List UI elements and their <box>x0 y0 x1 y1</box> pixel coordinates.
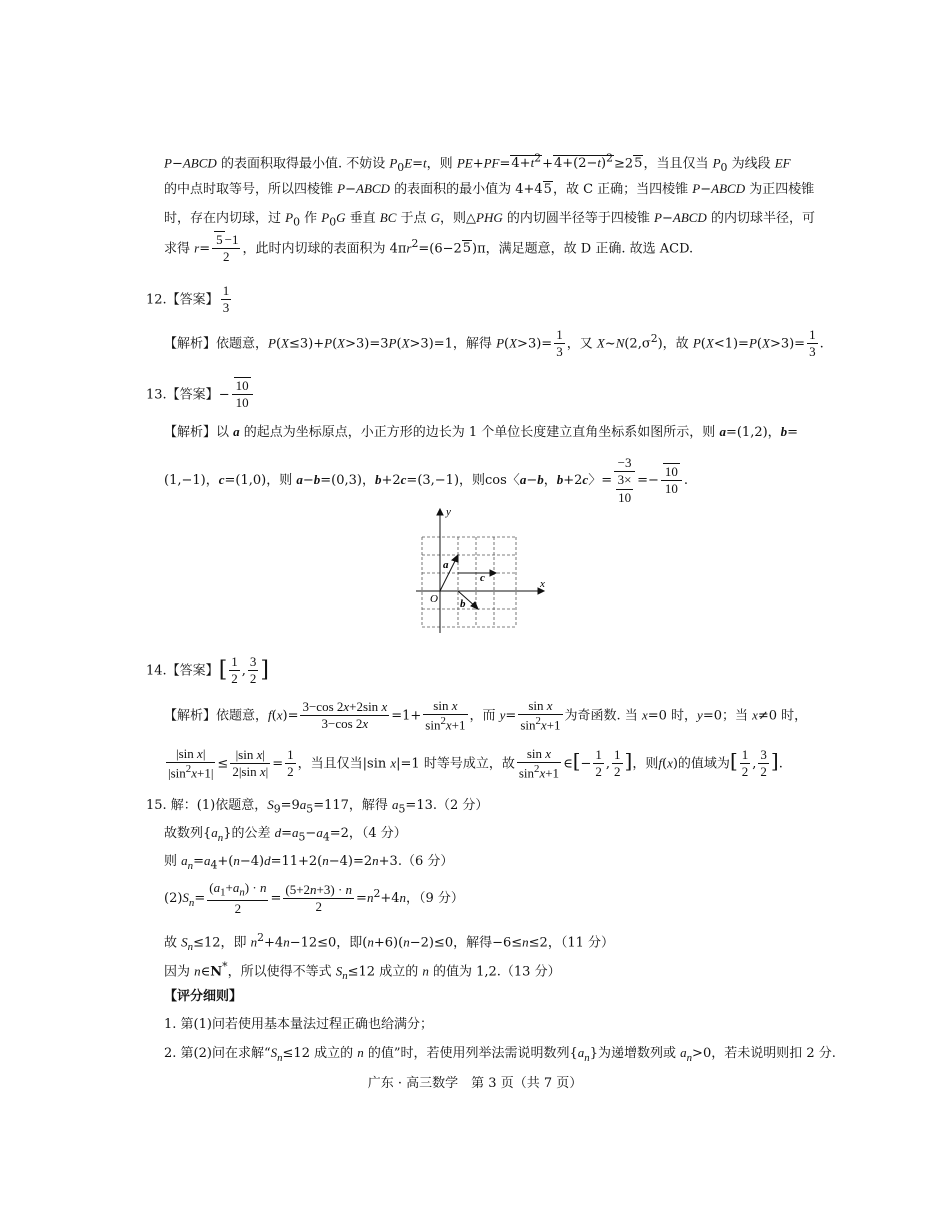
p11-line-1: P−ABCD 的表面积取得最小值. 不妨设 $P_0E=t$，则 $PE+PF=4+t^2+4+(2-t)^2\ge 25$，当且仅当 $P_0$ 为线段 EF <box>164 152 791 174</box>
q15-line-6: 因为 n∈N*，所以使得不等式 $S_n\le 12$ 成立的 n 的值为 1,2.（13 分） <box>164 960 561 982</box>
rubric-title: 【评分细则】 <box>164 989 243 1004</box>
q12-analysis: 【解析】依题意，P(X≤3)+P(X>3)=3P(X>3)=1，解得 P(X>3)= $\frac{1}{3}$ ，又 $X\sim N(2,\sigma^2)$，故 P(X<1)=P(X>3)= $\frac{1}{3}$ . <box>164 327 824 360</box>
q15-line-1: 15. 解：(1)依题意，$S_9=9a_5=117$，解得 $a_5=13.(2$ 分） <box>146 797 489 816</box>
q15-line-5: 故 $S_n\le 12$，即 $n^2+4n-12\le 0$，即(n+6)(n−2)≤0，解得−6≤n≤2，（11 分） <box>164 931 614 953</box>
q14-analysis-2: $\frac{\text{|sin x|}}{|\sin^2x+1|}$ ≤ $\frac{\text{|sin x|}}{\text{2|sin x|}}$ = $\frac{1}{2}$ ，当且仅当|sin x|=1 时等号成立，故 $\frac{\text{sin x}}{\sin^2x+1}$ ∈[− $\frac{1}{2}$ , $\frac{1}{2}$ ]，则f(x)的值域为[ $\frac{1}{2}$ , $\frac{3}{2}$ ]. <box>168 746 783 781</box>
p11-line-2: 的中点时取等号，所以四棱锥 P−ABCD 的表面积的最小值为 4+45，故 C 正确；当四棱锥 P−ABCD 为正四棱锥 <box>164 181 815 197</box>
q15-line-4: $(2)S_n=$ $\frac{(a_1+a_n) \cdot n}{2}$ = $\frac{(5+2n+3) \cdot n}{2}$ $=n^2+4n$，（9 分） <box>164 880 464 917</box>
rubric-item-2: 2. 第(2)问在求解“$S_n\le 12$ 成立的 n 的值”时，若使用列举法需说明数列$\{a_n\}$为递增数列或 $a_n>0$，若未说明则扣 2 分. <box>164 1045 836 1064</box>
q14-analysis-1: 【解析】依题意，f(x)= $\frac{\text{3−cos 2x+2sin x}}{3-\cos 2x}$ =1+ $\frac{\text{sin x}}{\sin^2x+1}$ ，而 y= $\frac{\text{sin x}}{\sin^2x+1}$ 为奇函数. 当 x=0 时，y=0；当 x≠0 时， <box>164 698 808 733</box>
a-label: a <box>443 559 449 571</box>
vector-c-arrow <box>490 570 496 576</box>
q13-answer: 13.【答案】− $\frac{10}{10}$ <box>146 378 255 412</box>
x-label: x <box>540 578 545 590</box>
q15-line-2: 故数列$\{a_n\}$的公差 $d=a_5-a_4=2$，（4 分） <box>164 825 407 844</box>
b-label: b <box>460 598 466 610</box>
p11-line-4: 求得 r= $\frac{5 -1}{2}$ ，此时内切球的表面积为 $4\pi r^2=(6-25)\pi$，满足题意，故 D 正确. 故选 ACD. <box>164 232 694 265</box>
y-axis-arrow <box>437 509 443 515</box>
y-label: y <box>446 506 451 518</box>
page-footer: 广东 · 高三数学 第 3 页（共 7 页） <box>367 1076 583 1091</box>
rubric-item-1: 1. 第(1)问若使用基本量法过程正确也给满分； <box>164 1017 433 1032</box>
q13-analysis-1: 【解析】以 a 的起点为坐标原点，小正方形的边长为 1 个单位长度建立直角坐标系如图所示，则 a=(1,2)，b= <box>164 424 799 440</box>
origin-label: O <box>430 593 438 605</box>
q14-answer: 14.【答案】[ $\frac{1}{2}$ , $\frac{3}{2}$ ] <box>146 654 270 687</box>
q13-analysis-2: (1,−1)，c=(1,0)，则 a−b=(0,3)，b+2c=(3,−1)，则cos〈a−b，b+2c〉= −3 3× 10 =− $\frac{10}{10}$ . <box>164 455 689 505</box>
p11-line-3: 时，存在内切球，过 $P_0$ 作 $P_0G$ 垂直 BC 于点 G，则△PHG 的内切圆半径等于四棱锥 P−ABCD 的内切球半径，可 <box>164 210 815 229</box>
q12-answer: 12.【答案】 $\frac{1}{3}$ <box>146 283 230 316</box>
c-label: c <box>480 572 485 584</box>
vector-a-arrow <box>452 555 458 562</box>
vector-c <box>440 573 474 591</box>
vector-grid-figure <box>412 505 552 637</box>
grid-lines <box>422 537 516 627</box>
q15-line-3: 则 $a_n=a_4+(n-4)d=11+2(n-4)=2n+3.(6$ 分） <box>164 853 454 872</box>
